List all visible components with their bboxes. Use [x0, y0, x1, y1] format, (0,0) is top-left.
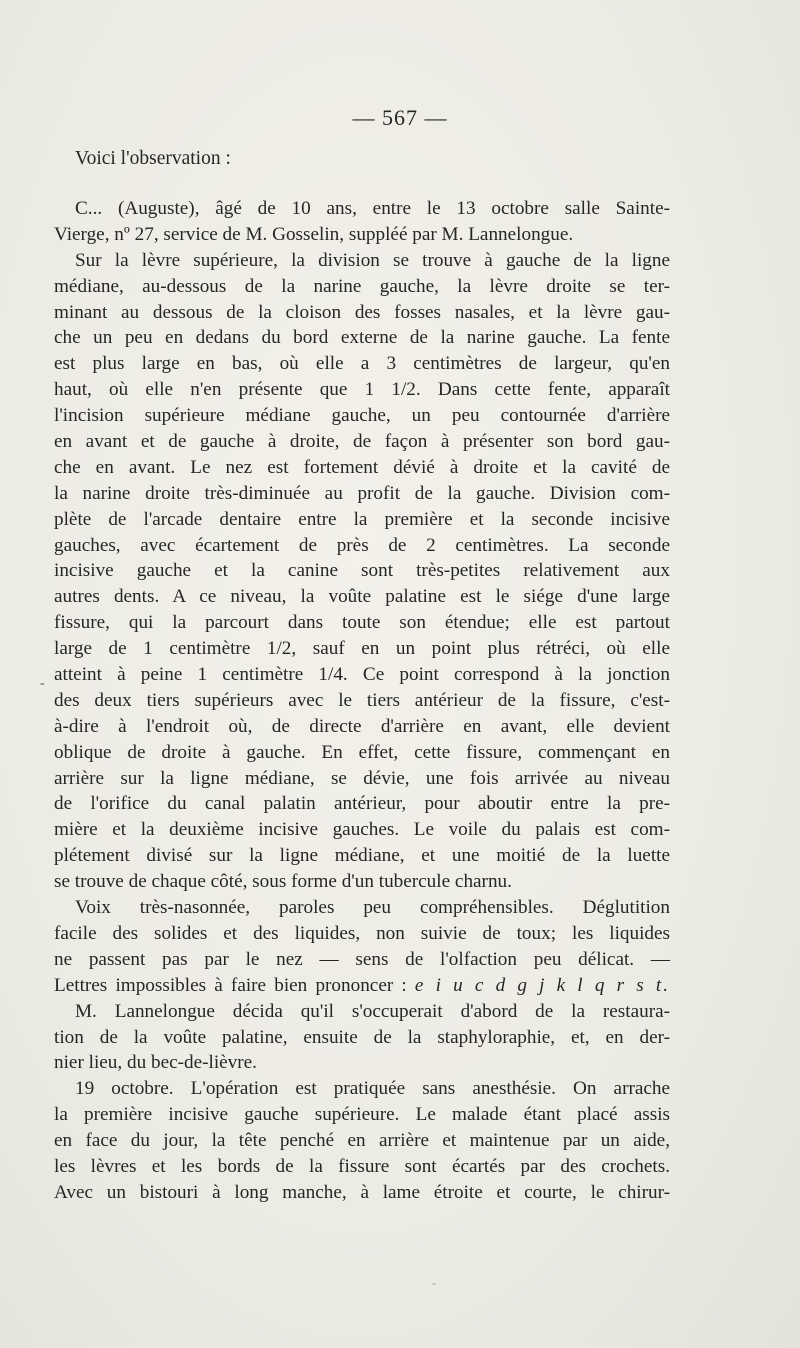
intro-line: Voici l'observation : — [75, 148, 231, 169]
text-line — [54, 1102, 670, 1128]
text-line-content: les lèvres et les bords de la fissure sont écartés par des crochets. — [54, 1155, 670, 1177]
text-line-content: à-dire à l'endroit où, de directe d'arrière en avant, elle devient — [54, 715, 670, 737]
text-line — [54, 817, 670, 843]
text-line-content: Vierge, nº 27, service de M. Gosselin, suppléé par M. Lannelongue. — [54, 223, 574, 245]
text-line-content: en face du jour, la tête penché en arrière et maintenue par un aide, — [54, 1130, 670, 1152]
text-line-content: médiane, au-dessous de la narine gauche, la lèvre droite se ter- — [54, 275, 670, 297]
text-line — [54, 843, 670, 869]
text-line-content: C... (Auguste), âgé de 10 ans, entre le 13 octobre salle Sainte- — [75, 198, 670, 219]
text-line-content: tion de la voûte palatine, ensuite de la staphyloraphie, et, en der- — [54, 1026, 670, 1048]
text-line-content: la première incisive gauche supérieure. Le malade étant placé assis — [54, 1104, 670, 1126]
text-line-content: oblique de droite à gauche. En effet, cette fissure, commençant en — [54, 741, 670, 763]
print-speck: - — [432, 1276, 436, 1290]
text-line — [54, 947, 670, 973]
text-line-content: l'incision supérieure médiane gauche, un peu contournée d'arrière — [54, 405, 670, 427]
text-line-content: gauches, avec écartement de près de 2 centimètres. La seconde — [54, 534, 670, 556]
text-line — [54, 610, 670, 636]
text-line — [54, 533, 670, 559]
text-line — [54, 1050, 670, 1076]
text-line — [54, 584, 670, 610]
text-line-content: che en avant. Le nez est fortement dévié à droite et la cavité de — [54, 456, 670, 478]
text-line — [54, 429, 670, 455]
text-line-content: ne passent pas par le nez — sens de l'olfaction peu délicat. — — [54, 948, 670, 970]
text-line — [54, 714, 670, 740]
text-line — [54, 248, 670, 274]
text-line — [54, 196, 670, 222]
text-line-content: haut, où elle n'en présente que 1 1/2. Dans cette fente, apparaît — [54, 379, 670, 401]
text-line — [54, 662, 670, 688]
text-line — [54, 222, 670, 248]
text-line — [54, 869, 670, 895]
text-line-content: autres dents. A ce niveau, la voûte palatine est le siége d'une large — [54, 586, 670, 608]
text-line — [54, 999, 670, 1025]
text-line — [54, 895, 670, 921]
text-line-content: de l'orifice du canal palatin antérieur, pour aboutir entre la pre- — [54, 793, 670, 815]
text-line — [54, 636, 670, 662]
text-line-content: plète de l'arcade dentaire entre la première et la seconde incisive — [54, 508, 670, 530]
text-line — [54, 1128, 670, 1154]
italic-letters: e i u c d g j k l q r s t. — [414, 974, 670, 996]
text-line — [54, 1154, 670, 1180]
text-line-content: est plus large en bas, où elle a 3 centimètres de largeur, qu'en — [54, 353, 670, 375]
text-line-content: nier lieu, du bec-de-lièvre. — [54, 1052, 257, 1074]
text-line-content: se trouve de chaque côté, sous forme d'un tubercule charnu. — [54, 871, 512, 893]
text-line — [54, 481, 670, 507]
text-line — [54, 688, 670, 714]
text-line — [54, 1025, 670, 1051]
text-line — [54, 455, 670, 481]
observation-text — [54, 196, 670, 1206]
text-line — [54, 766, 670, 792]
text-line-content: la narine droite très-diminuée au profit de la gauche. Division com- — [54, 482, 670, 504]
text-line-content: arrière sur la ligne médiane, se dévie, une fois arrivée au niveau — [54, 767, 670, 789]
text-line — [54, 1180, 670, 1206]
text-line-content: Voix très-nasonnée, paroles peu compréhensibles. Déglutition — [75, 897, 670, 919]
text-line-content: mière et la deuxième incisive gauches. Le voile du palais est com- — [54, 819, 670, 841]
text-line-content: incisive gauche et la canine sont très-petites relativement aux — [54, 560, 670, 582]
text-line — [54, 377, 670, 403]
text-line — [54, 558, 670, 584]
text-line-content: M. Lannelongue décida qu'il s'occuperait d'abord de la restaura- — [75, 1000, 670, 1022]
text-line-content: Lettres impossibles à faire bien prononcer : — [54, 974, 415, 996]
text-line — [54, 403, 670, 429]
text-line — [54, 740, 670, 766]
text-line — [54, 921, 670, 947]
text-line-content: en avant et de gauche à droite, de façon à présenter son bord gau- — [54, 431, 670, 453]
text-line — [54, 325, 670, 351]
text-line-content: atteint à peine 1 centimètre 1/4. Ce point correspond à la jonction — [54, 664, 670, 686]
text-line — [54, 351, 670, 377]
text-line-content: facile des solides et des liquides, non suivie de toux; les liquides — [54, 922, 670, 944]
text-line — [54, 300, 670, 326]
text-line — [54, 973, 670, 999]
text-line-content: plétement divisé sur la ligne médiane, et une moitié de la luette — [54, 845, 670, 867]
text-line-content: che un peu en dedans du bord externe de la narine gauche. La fente — [54, 327, 670, 349]
text-line-content: large de 1 centimètre 1/2, sauf en un point plus rétréci, où elle — [54, 638, 670, 660]
text-line-content: Avec un bistouri à long manche, à lame étroite et courte, le chirur- — [54, 1181, 670, 1203]
text-line-content: des deux tiers supérieurs avec le tiers antérieur de la fissure, c'est- — [54, 689, 670, 711]
text-line — [54, 791, 670, 817]
page-number: — 567 — — [352, 105, 448, 130]
text-line-content: fissure, qui la parcourt dans toute son étendue; elle est partout — [54, 612, 670, 634]
margin-mark: - — [40, 676, 45, 691]
text-line — [54, 274, 670, 300]
text-line-content: minant au dessous de la cloison des fosses nasales, et la lèvre gau- — [54, 301, 670, 323]
text-line-content: 19 octobre. L'opération est pratiquée sans anesthésie. On arrache — [75, 1078, 670, 1100]
text-line-content: Sur la lèvre supérieure, la division se trouve à gauche de la ligne — [75, 249, 670, 271]
text-line — [54, 1076, 670, 1102]
text-line — [54, 507, 670, 533]
